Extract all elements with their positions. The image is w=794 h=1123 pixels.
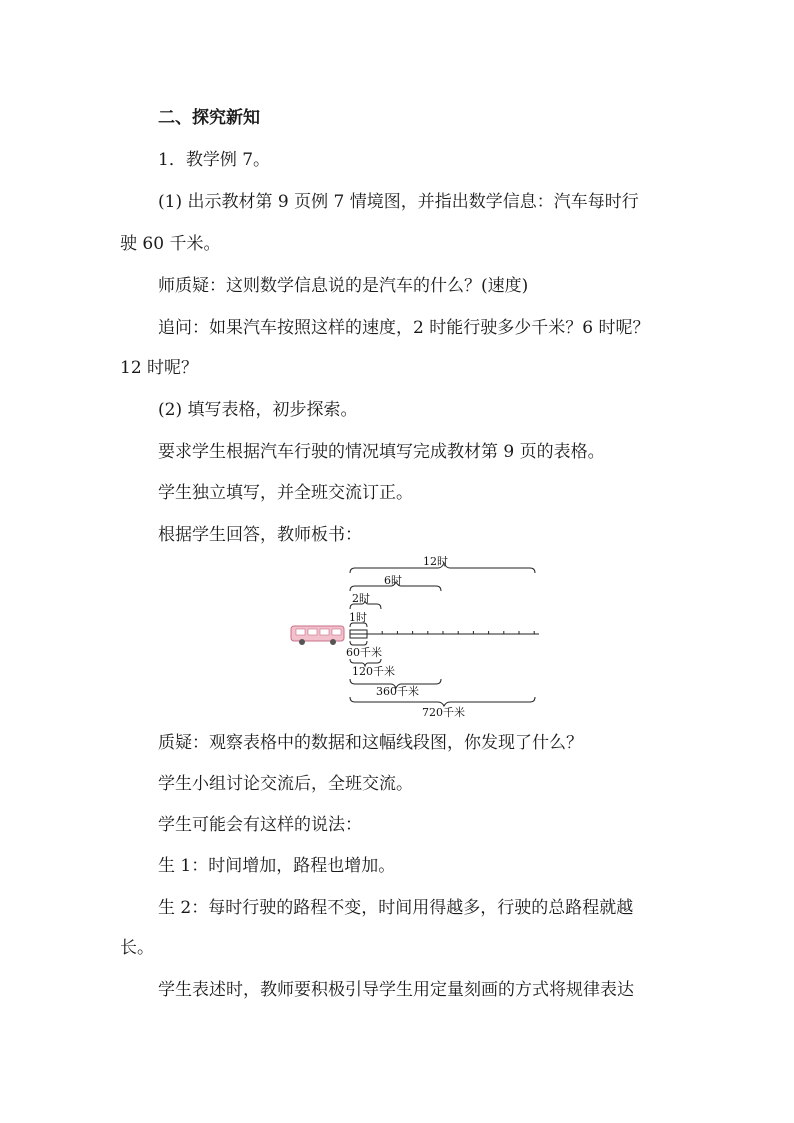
paragraph-line: 12 时呢？ [120,358,199,378]
distance-label-720km: 720千米 [422,706,465,719]
bus-icon [291,626,344,645]
paragraph-line: 追问：如果汽车按照这样的速度，2 时能行驶多少千米？6 时呢？ [158,318,650,338]
distance-label-360km: 360千米 [376,685,419,698]
brace-720km [350,697,535,706]
paragraph-line: 学生小组讨论交流后，全班交流。 [158,774,413,794]
paragraph-line: 生 2：每时行驶的路程不变，时间用得越多，行驶的总路程就越 [158,898,634,918]
paragraph-line: 生 1：时间增加，路程也增加。 [158,856,396,876]
paragraph-line: 根据学生回答，教师板书： [158,525,362,545]
paragraph-line: (1) 出示教材第 9 页例 7 情境图，并指出数学信息：汽车每时行 [158,192,639,212]
paragraph-line: 师质疑：这则数学信息说的是汽车的什么？(速度) [158,276,529,296]
paragraph-line: 质疑：观察表格中的数据和这幅线段图，你发现了什么？ [158,733,583,753]
paragraph-line: 学生表述时，教师要积极引导学生用定量刻画的方式将规律表达 [158,980,634,1000]
time-label-2h: 2时 [352,592,370,605]
distance-label-120km: 120千米 [352,665,395,678]
paragraph-line: 学生独立填写，并全班交流订正。 [158,483,413,503]
time-label-12h: 12时 [423,555,448,568]
section-heading: 二、探究新知 [158,108,260,128]
paragraph-line: (2) 填写表格，初步探索。 [158,400,358,420]
line-segment-diagram [288,553,548,721]
paragraph-line: 1．教学例 7。 [158,150,271,170]
paragraph-line: 学生可能会有这样的说法： [158,815,362,835]
paragraph-line: 要求学生根据汽车行驶的情况填写完成教材第 9 页的表格。 [158,442,605,462]
brace-60km [350,641,367,645]
distance-label-60km: 60千米 [346,646,382,659]
time-label-1h: 1时 [349,611,367,624]
paragraph-line: 长。 [120,938,154,958]
time-label-6h: 6时 [384,574,402,587]
paragraph-line: 驶 60 千米。 [120,234,221,254]
